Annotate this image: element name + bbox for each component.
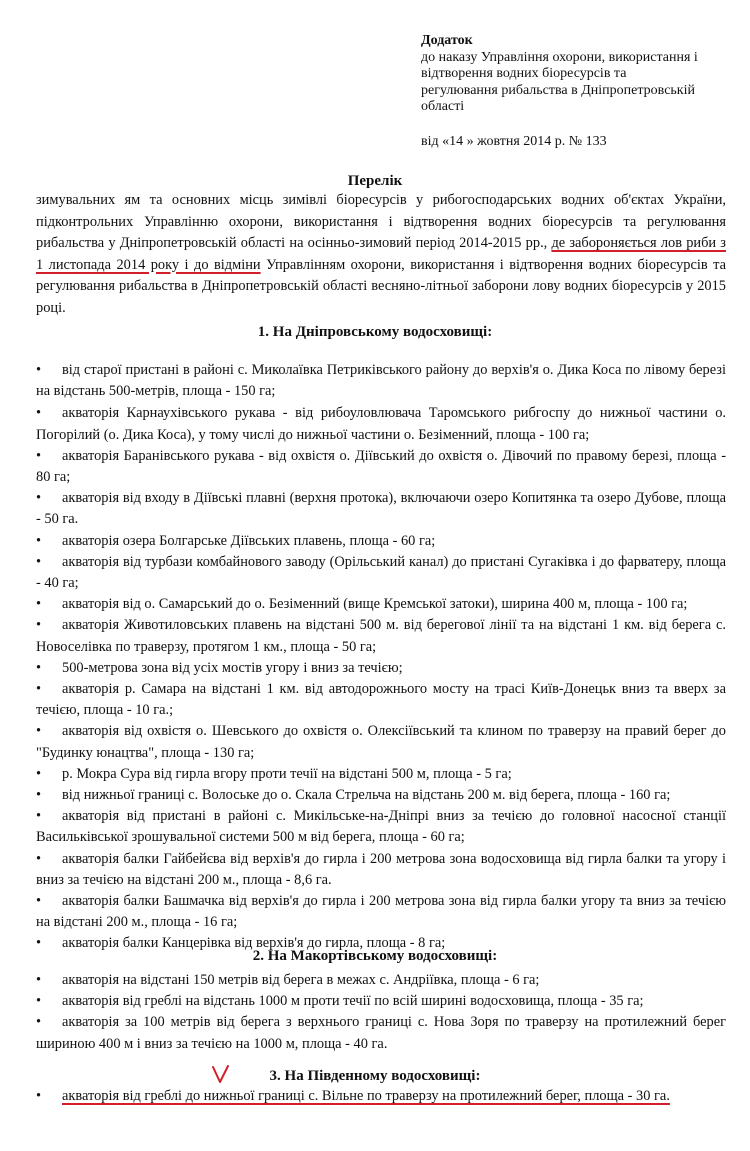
bullet: • [36,681,42,698]
list-item: • 500-метрова зона від усіх мостів угору і вниз за течією; [36,658,726,679]
bullet: • [36,596,42,613]
bullet: • [36,972,42,988]
list-item: • від старої пристані в районі с. Миколаївка Петриківського району до верхів'я о. Дика Коса по лівому березі на відстань 500-метрів, площа - 150 га; [36,362,726,400]
list-item: • акваторія Животиловських плавень на відстані 500 м. від берегової лінії та на відстані 1 км. від берега с. Новоселівка по траверзу, протягом 1 км., площа - 50 га; [36,617,726,655]
list-item: • акваторія від о. Самарський до о. Безіменний (вище Кремської затоки), ширина 400 м, площа - 100 га; [36,594,726,615]
bullet: • [36,1088,42,1104]
intro-text: зимувальних ям та основних місць зимівлі біоресурсів у рибогосподарських водних об'єктах України, підконтрольних Управлінню охорони, використання і відтворення водних біоресурсів та регулювання рибальства у Дніпропетровській області на осінньо-зимовий період 2014-2015 рр., [36,192,726,251]
list-item: • акваторія від пристані в районі с. Микільське-на-Дніпрі вниз за течією до головної насосної станції Васильківської зрошувальної системи 500 м від берега, площа - 60 га; [36,808,726,846]
intro-paragraph [36,190,726,319]
list-item: • акваторія від входу в Діївські плавні (верхня протока), включаючи озеро Копитянка та озеро Дубове, площа - 50 га. [36,490,726,528]
bullet: • [36,362,42,378]
list-item: • акваторія від турбази комбайнового заводу (Орільський канал) до пристані Сугаківка і до фарватеру, площа - 40 га; [36,553,726,592]
bullet: • [36,808,42,825]
bullet: • [36,993,42,1010]
addendum-line: до наказу Управління охорони, використання і [421,49,698,65]
bullet: • [36,787,42,804]
intro-text: Управлінням охорони, використання і відтворення водних біоресурсів та регулювання рибальства в Дніпропетровській області весняно-літньої заборони лову водних біоресурсів у 2015 році. [36,256,726,316]
bullet: • [36,850,42,867]
bullet: • [36,532,42,549]
bullet: • [36,553,42,570]
section-title-3: 3. На Південному водосховищі: [269,1068,481,1084]
section-2-list [36,970,726,1055]
highlighted-item: акваторія від греблі до нижньої границі с. Вільне по траверзу на протилежний берег, площа - 30 га. [62,1088,670,1104]
bullet: • [36,723,42,740]
bullet: • [36,935,42,952]
highlighted-phrase: де забороняється лов риби з 1 листопада 2014 року і до відміни [36,235,726,273]
addendum-title: Додаток [421,33,473,48]
bullet: • [36,447,42,464]
list-item [36,1086,726,1107]
list-item: • акваторія балки Башмачка від верхів'я до гирла і 200 метрова зона від гирла балки угору та вниз за течією на відстані 200 м., площа - 16 га; [36,893,726,931]
section-1-list [36,360,726,955]
list-item: • акваторія Баранівського рукава - від охвістя о. Діївський до охвістя о. Дівочий по правому березі, площа - 80 га; [36,447,726,486]
list-item: • акваторія від греблі на відстань 1000 м проти течії по всій ширині водосховища, площа - 35 га; [36,991,726,1012]
bullet: • [36,659,42,676]
addendum-line: області [421,99,465,115]
bullet: • [36,1014,42,1031]
bullet: • [36,405,42,422]
addendum-header [421,33,731,151]
list-item: • від нижньої границі с. Волоське до о. Скала Стрельча на відстань 200 м. від берега, площа - 160 га; [36,785,726,806]
addendum-line: відтворення водних біоресурсів та [421,66,627,82]
bullet: • [36,893,42,910]
addendum-line: регулювання рибальства в Дніпропетровській [421,82,695,98]
list-item: • акваторія на відстані 150 метрів від берега в межах с. Андріївка, площа - 6 га; [36,970,726,991]
bullet: • [36,490,42,507]
bullet: • [36,765,42,782]
order-date: від «14 » жовтня 2014 р. № 133 [421,133,607,149]
section-title-2: 2. На Макортівському водосховищі: [252,948,498,964]
section-3-list [36,1086,726,1107]
list-item: • акваторія Карнаухівського рукава - від рибоуловлювача Таромського рибгоспу до нижньої частини о. Погорілий (о. Дика Коса), у тому числі до нижньої частини о. Безіменний, площа - 100 га; [36,405,726,443]
list-item: • акваторія балки Канцерівка від верхів'я до гирла, площа - 8 га; [36,933,726,954]
list-item: • акваторія від охвістя о. Шевського до охвістя о. Олексіївський та клином по траверзу на правий берег до "Будинку юнацтва", площа - 130 га; [36,723,726,761]
list-item: • акваторія р. Самара на відстані 1 км. від автодорожнього мосту на трасі Київ-Донецьк вниз та вверх за течією, площа - 10 га.; [36,681,726,719]
list-item: • акваторія озера Болгарське Діївських плавень, площа - 60 га; [36,531,726,552]
list-item: • акваторія балки Гайбейєва від верхів'я до гирла і 200 метрова зона водосховища від гирла балки та угору і вниз за течією на відстані 200 м., площа - 8,6 га. [36,850,726,888]
list-item: • акваторія за 100 метрів від берега з верхнього границі с. Нова Зоря по траверзу на протилежний берег шириною 400 м і вниз за течією на 1000 м, площа - 40 га. [36,1014,726,1052]
section-title-1: 1. На Дніпровському водосховищі: [257,324,493,340]
bullet: • [36,617,42,634]
list-item: • р. Мокра Сура від гирла вгору проти течії на відстані 500 м, площа - 5 га; [36,764,726,785]
document-title: Перелік [347,173,403,189]
